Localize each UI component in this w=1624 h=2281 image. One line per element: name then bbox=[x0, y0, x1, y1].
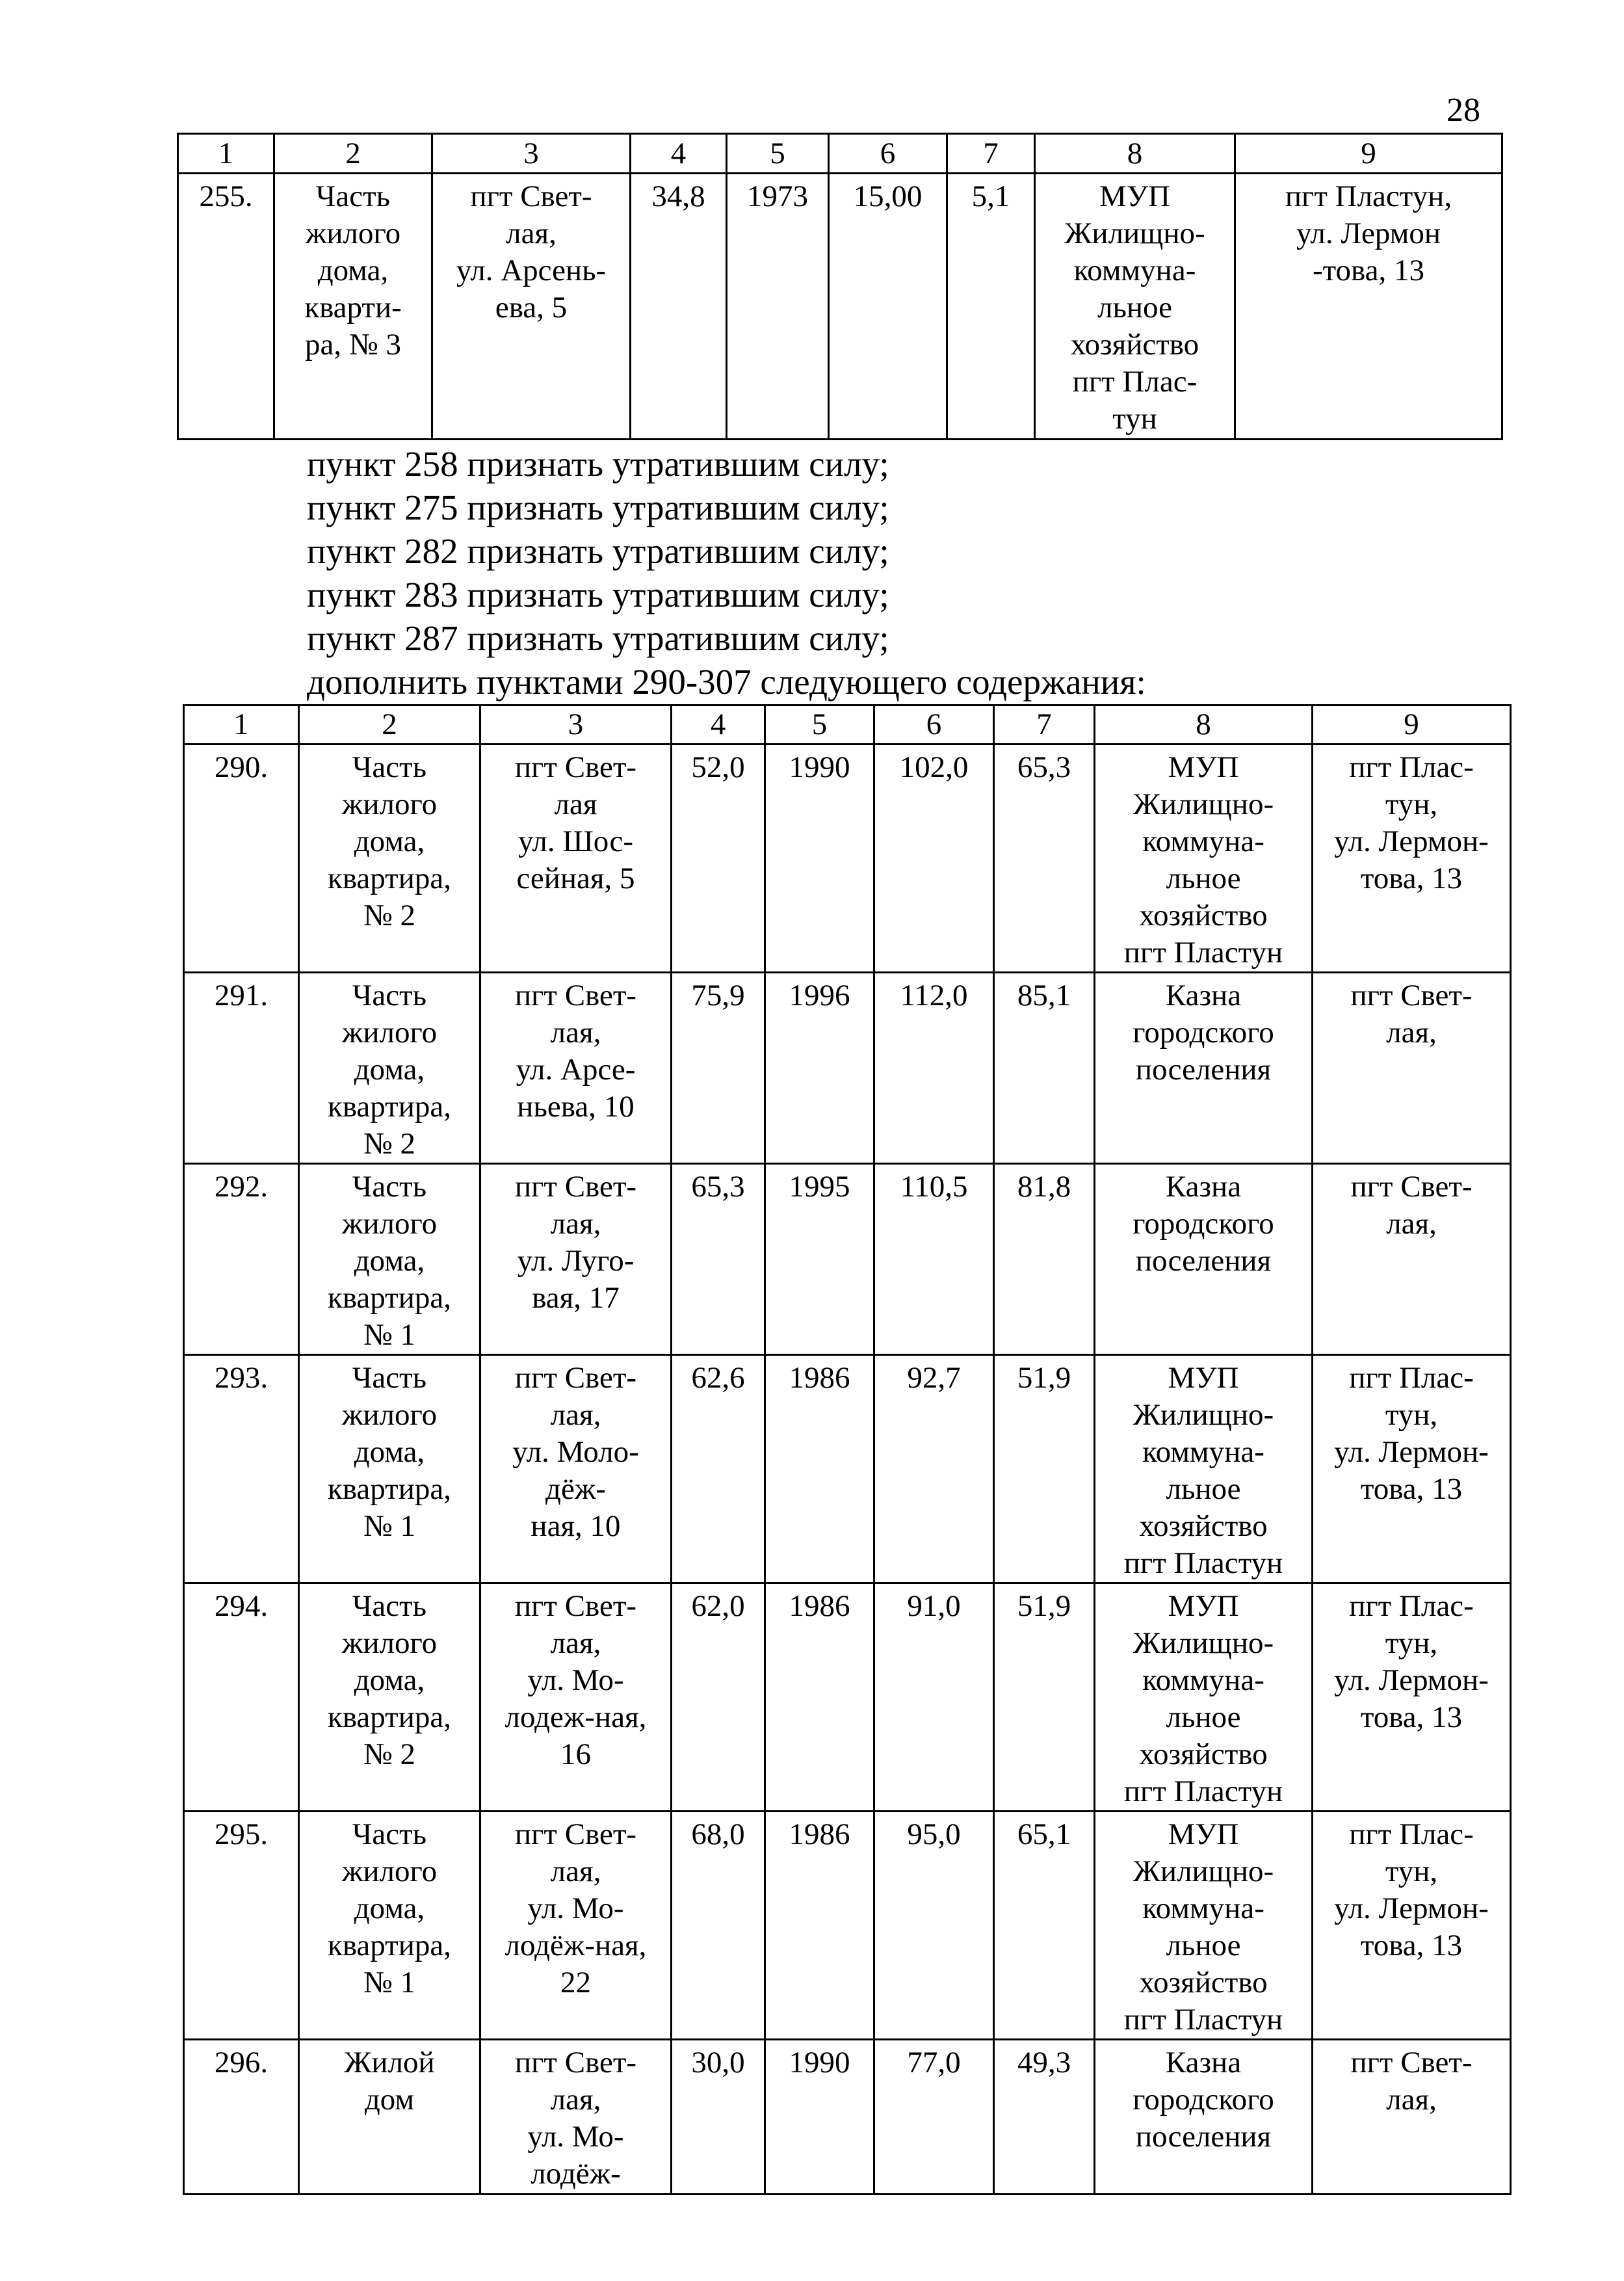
table-cell: пгт Плас- тун, ул. Лермон- това, 13 bbox=[1313, 1812, 1511, 2040]
table-cell: Часть жилого дома, квартира, № 2 bbox=[299, 1583, 480, 1812]
column-header: 2 bbox=[274, 134, 432, 174]
table-cell: Часть жилого дома, квартира, № 2 bbox=[299, 973, 480, 1164]
table-cell: Казна городского поселения bbox=[1095, 973, 1313, 1164]
table-row bbox=[184, 1355, 1511, 1583]
table-cell: 95,0 bbox=[874, 1812, 994, 2040]
column-header: 1 bbox=[184, 705, 299, 745]
table-cell: 1986 bbox=[765, 1583, 874, 1812]
table-cell: 68,0 bbox=[672, 1812, 765, 2040]
table-cell: пгт Свет- лая, ул. Мо- лодеж-ная, 16 bbox=[480, 1583, 672, 1812]
table-cell: 65,1 bbox=[994, 1812, 1095, 2040]
table-cell: Казна городского поселения bbox=[1095, 2040, 1313, 2195]
table-cell: Часть жилого дома, квартира, № 2 bbox=[299, 745, 480, 973]
column-header: 5 bbox=[765, 705, 874, 745]
table-cell: 75,9 bbox=[672, 973, 765, 1164]
table-cell: МУП Жилищно- коммуна- льное хозяйство пгт Пластун bbox=[1095, 1355, 1313, 1583]
table-cell: 92,7 bbox=[874, 1355, 994, 1583]
table-cell: 62,6 bbox=[672, 1355, 765, 1583]
table-cell: 110,5 bbox=[874, 1164, 994, 1355]
table-cell: Часть жилого дома, кварти- ра, № 3 bbox=[274, 174, 432, 440]
table-cell: 81,8 bbox=[994, 1164, 1095, 1355]
paragraph: пункт 287 признать утратившим силу; bbox=[307, 618, 889, 658]
table-cell: пгт Плас- тун, ул. Лермон- това, 13 bbox=[1313, 1355, 1511, 1583]
table-cell: пгт Свет- лая, bbox=[1313, 2040, 1511, 2195]
table-cell: МУП Жилищно- коммуна- льное хозяйство пгт Пластун bbox=[1095, 1583, 1313, 1812]
header-row bbox=[184, 705, 1511, 745]
column-header: 4 bbox=[631, 134, 727, 174]
table-cell: МУП Жилищно- коммуна- льное хозяйство пгт Плас- тун bbox=[1035, 174, 1235, 440]
column-header: 3 bbox=[432, 134, 631, 174]
table-cell: пгт Свет- лая ул. Шос- сейная, 5 bbox=[480, 745, 672, 973]
table-cell: 295. bbox=[184, 1812, 299, 2040]
table-cell: пгт Свет- лая, bbox=[1313, 973, 1511, 1164]
table-cell: 91,0 bbox=[874, 1583, 994, 1812]
table-cell: 293. bbox=[184, 1355, 299, 1583]
table-cell: Часть жилого дома, квартира, № 1 bbox=[299, 1164, 480, 1355]
column-header: 2 bbox=[299, 705, 480, 745]
table-cell: 292. bbox=[184, 1164, 299, 1355]
table-cell: 1990 bbox=[765, 2040, 874, 2195]
table-cell: 1996 bbox=[765, 973, 874, 1164]
table-cell: Часть жилого дома, квартира, № 1 bbox=[299, 1812, 480, 2040]
column-header: 1 bbox=[178, 134, 274, 174]
table-cell: пгт Свет- лая, ул. Мо- лодёж-ная, 22 bbox=[480, 1812, 672, 2040]
table-cell: Часть жилого дома, квартира, № 1 bbox=[299, 1355, 480, 1583]
column-header: 6 bbox=[829, 134, 947, 174]
table-cell: 51,9 bbox=[994, 1355, 1095, 1583]
paragraph: дополнить пунктами 290-307 следующего содержания: bbox=[307, 662, 1146, 702]
table-cell: 1986 bbox=[765, 1812, 874, 2040]
column-header: 5 bbox=[727, 134, 829, 174]
table-cell: пгт Свет- лая, ул. Арсе- ньева, 10 bbox=[480, 973, 672, 1164]
table-cell: пгт Свет- лая, ул. Моло- дёж- ная, 10 bbox=[480, 1355, 672, 1583]
column-header: 3 bbox=[480, 705, 672, 745]
column-header: 9 bbox=[1313, 705, 1511, 745]
table-row bbox=[184, 1164, 1511, 1355]
table-row bbox=[184, 973, 1511, 1164]
amendment-paragraphs bbox=[307, 442, 1146, 704]
property-table-continued bbox=[177, 133, 1503, 440]
table-cell: Казна городского поселения bbox=[1095, 1164, 1313, 1355]
table-cell: пгт Свет- лая, bbox=[1313, 1164, 1511, 1355]
table-cell: пгт Свет- лая, ул. Арсень- ева, 5 bbox=[432, 174, 631, 440]
table-cell: 291. bbox=[184, 973, 299, 1164]
page-number: 28 bbox=[1447, 92, 1480, 129]
table-cell: 34,8 bbox=[631, 174, 727, 440]
table-cell: пгт Свет- лая, ул. Луго- вая, 17 bbox=[480, 1164, 672, 1355]
table-row bbox=[184, 2040, 1511, 2195]
column-header: 4 bbox=[672, 705, 765, 745]
table-cell: 52,0 bbox=[672, 745, 765, 973]
table-cell: 85,1 bbox=[994, 973, 1095, 1164]
column-header: 9 bbox=[1235, 134, 1502, 174]
column-header: 8 bbox=[1095, 705, 1313, 745]
table-cell: 290. bbox=[184, 745, 299, 973]
paragraph: пункт 275 признать утратившим силу; bbox=[307, 488, 889, 527]
paragraph: пункт 283 признать утратившим силу; bbox=[307, 575, 889, 614]
table-cell: 1973 bbox=[727, 174, 829, 440]
table-cell: 65,3 bbox=[672, 1164, 765, 1355]
table-cell: 296. bbox=[184, 2040, 299, 2195]
table-cell: 30,0 bbox=[672, 2040, 765, 2195]
table-cell: пгт Плас- тун, ул. Лермон- това, 13 bbox=[1313, 745, 1511, 973]
table-cell: 102,0 bbox=[874, 745, 994, 973]
table-cell: 294. bbox=[184, 1583, 299, 1812]
table-cell: 255. bbox=[178, 174, 274, 440]
table-row bbox=[184, 745, 1511, 973]
column-header: 7 bbox=[947, 134, 1035, 174]
table-cell: 1990 bbox=[765, 745, 874, 973]
header-row bbox=[178, 134, 1502, 174]
table-cell: 49,3 bbox=[994, 2040, 1095, 2195]
table-cell: 65,3 bbox=[994, 745, 1095, 973]
table-row bbox=[184, 1583, 1511, 1812]
column-header: 7 bbox=[994, 705, 1095, 745]
table-cell: 112,0 bbox=[874, 973, 994, 1164]
table-cell: 77,0 bbox=[874, 2040, 994, 2195]
column-header: 8 bbox=[1035, 134, 1235, 174]
table-cell: 62,0 bbox=[672, 1583, 765, 1812]
table-row bbox=[178, 174, 1502, 440]
paragraph: пункт 258 признать утратившим силу; bbox=[307, 444, 889, 484]
table-cell: 51,9 bbox=[994, 1583, 1095, 1812]
table-row bbox=[184, 1812, 1511, 2040]
table-cell: Жилой дом bbox=[299, 2040, 480, 2195]
property-table-additions bbox=[183, 704, 1512, 2195]
paragraph: пункт 282 признать утратившим силу; bbox=[307, 531, 889, 571]
table-cell: пгт Плас- тун, ул. Лермон- това, 13 bbox=[1313, 1583, 1511, 1812]
column-header: 6 bbox=[874, 705, 994, 745]
table-cell: 1986 bbox=[765, 1355, 874, 1583]
table-cell: МУП Жилищно- коммуна- льное хозяйство пгт Пластун bbox=[1095, 1812, 1313, 2040]
table-cell: 15,00 bbox=[829, 174, 947, 440]
table-cell: 5,1 bbox=[947, 174, 1035, 440]
table-cell: пгт Пластун, ул. Лермон -това, 13 bbox=[1235, 174, 1502, 440]
table-cell: 1995 bbox=[765, 1164, 874, 1355]
table-cell: МУП Жилищно- коммуна- льное хозяйство пгт Пластун bbox=[1095, 745, 1313, 973]
table-cell: пгт Свет- лая, ул. Мо- лодёж- bbox=[480, 2040, 672, 2195]
